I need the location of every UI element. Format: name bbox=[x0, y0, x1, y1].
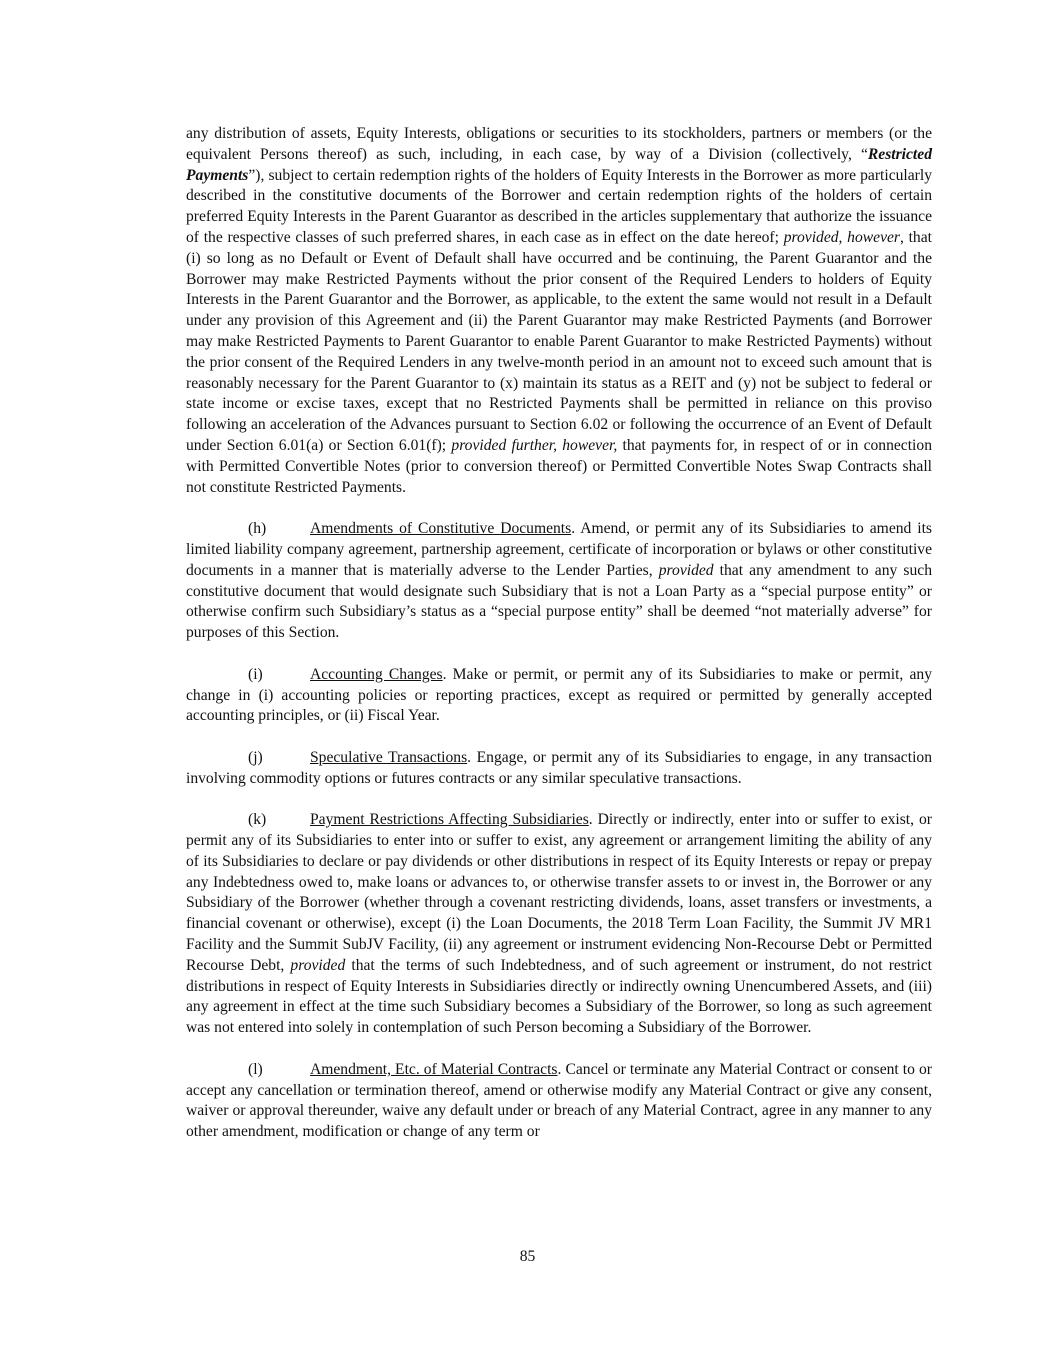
section-heading: Accounting Changes bbox=[310, 665, 443, 683]
restricted-payments-paragraph bbox=[186, 124, 932, 498]
section-heading: Amendments of Constitutive Documents bbox=[310, 520, 572, 538]
defined-term: Restricted Payments bbox=[186, 145, 932, 184]
intro-text-1: any distribution of assets, Equity Interests, obligations or securities to its stockholders, partners or members (or the equivalent Persons thereof) as such, including, in each case, by way of a Division (collectively, “ bbox=[186, 125, 932, 163]
section-i-paragraph bbox=[186, 665, 932, 727]
section-number: (i) bbox=[248, 665, 263, 683]
section-text: . Engage, or permit any of its Subsidiaries to engage, in any transaction involving commodity options or futures contracts or any similar speculative transactions. bbox=[186, 748, 932, 787]
section-number: (k) bbox=[248, 811, 267, 829]
section-heading: Speculative Transactions bbox=[310, 748, 468, 766]
section-text: . Cancel or terminate any Material Contract or consent to or accept any cancellation or termination thereof, amend or otherwise modify any Material Contract or give any consent, waiver or approval thereunder, waive any default under or breach of any Material Contract, agree in any manner to any other amendment, modification or change of any term or bbox=[186, 1060, 932, 1141]
section-text: . Make or permit, or permit any of its Subsidiaries to make or permit, any change in (i) accounting policies or reporting practices, except as required or permitted by generally accepted accounting principles, or (ii) Fiscal Year. bbox=[186, 665, 933, 725]
section-number: (l) bbox=[248, 1060, 263, 1078]
section-text: . Directly or indirectly, enter into or suffer to exist, or permit any of its Subsidiaries to enter into or suffer to exist, any agreement or arrangement limiting the ability of any of its Subsidiaries to declare or pay dividends or other distributions in respect of its Equity Interests or repay or prepay any Indebtedness owed to, make loans or advances to, or otherwise transfer assets to or invest in, the Borrower or any Subsidiary of the Borrower (whether through a covenant restricting dividends, loans, asset transfers or investments, a financial covenant or otherwise), except (i) the Loan Documents, the 2018 Term Loan Facility, the Summit JV MR1 Facility and the Summit SubJV Facility, (ii) any agreement or instrument evidencing Non-Recourse Debt or Permitted Recourse Debt, bbox=[186, 811, 932, 974]
intro-text-3: , that (i) so long as no Default or Event of Default shall have occurred and be continuing, the Parent Guarantor and the Borrower may make Restricted Payments without the prior consent of the Required Lenders to holders of Equity Interests in the Parent Guarantor and the Borrower, as applicable, to the extent the same would not result in a Default under any provision of this Agreement and (ii) the Parent Guarantor may make Restricted Payments (and Borrower may make Restricted Payments to Parent Guarantor to enable Parent Guarantor to make Restricted Payments) without the prior consent of the Required Lenders in any twelve-month period in an amount not to exceed such amount that is reasonably necessary for the Parent Guarantor to (x) maintain its status as a REIT and (y) not be subject to federal or state income or excise taxes, except that no Restricted Payments shall be permitted in reliance on this proviso following an acceleration of the Advances pursuant to Section 6.02 or following the occurrence of an Event of Default under Section 6.01(a) or Section 6.01(f); bbox=[186, 228, 932, 454]
proviso-further-italic: provided further, however, bbox=[451, 436, 618, 454]
proviso-italic: provided bbox=[290, 956, 346, 974]
section-number: (j) bbox=[248, 748, 263, 766]
intro-text-2: ”), subject to certain redemption rights of the holders of Equity Interests in the Borrower as more particularly described in the constitutive documents of the Borrower and certain redemption rights of the holders of certain preferred Equity Interests in the Parent Guarantor as described in the articles supplementary that authorize the issuance of the respective classes of such preferred shares, in each case as in effect on the date hereof; bbox=[186, 166, 932, 246]
section-heading: Amendment, Etc. of Material Contracts bbox=[310, 1060, 558, 1078]
section-text: that any amendment to any such constitutive document that would designate such Subsidiary that is not a Loan Party as a “special purpose entity” or otherwise confirm such Subsidiary’s status as a “special purpose entity” shall be deemed “not materially adverse” for purposes of this Section. bbox=[186, 561, 932, 642]
section-text: . Amend, or permit any of its Subsidiaries to amend its limited liability company agreement, partnership agreement, certificate of incorporation or bylaws or other constitutive documents in a manner that is materially adverse to the Lender Parties, bbox=[186, 520, 932, 579]
page-number: 85 bbox=[519, 1248, 536, 1265]
document-body bbox=[186, 124, 932, 1164]
section-heading: Payment Restrictions Affecting Subsidiaries bbox=[310, 811, 589, 829]
section-k-paragraph bbox=[186, 810, 932, 1039]
section-j-paragraph bbox=[186, 748, 932, 790]
section-l-paragraph bbox=[186, 1060, 932, 1143]
proviso-italic: provided bbox=[658, 561, 714, 579]
section-text: that the terms of such Indebtedness, and of such agreement or instrument, do not restrict distributions in respect of Equity Interests in Subsidiaries directly or indirectly owning Unencumbered Assets, and (iii) any agreement in effect at the time such Subsidiary becomes a Subsidiary of the Borrower, so long as such agreement was not entered into solely in contemplation of such Person becoming a Subsidiary of the Borrower. bbox=[186, 956, 932, 1037]
intro-text-4: that payments for, in respect of or in connection with Permitted Convertible Notes (prior to conversion thereof) or Permitted Convertible Notes Swap Contracts shall not constitute Restricted Payments. bbox=[186, 436, 932, 496]
proviso-italic: provided, however bbox=[783, 228, 900, 246]
section-h-paragraph bbox=[186, 519, 932, 644]
section-number: (h) bbox=[248, 520, 267, 538]
